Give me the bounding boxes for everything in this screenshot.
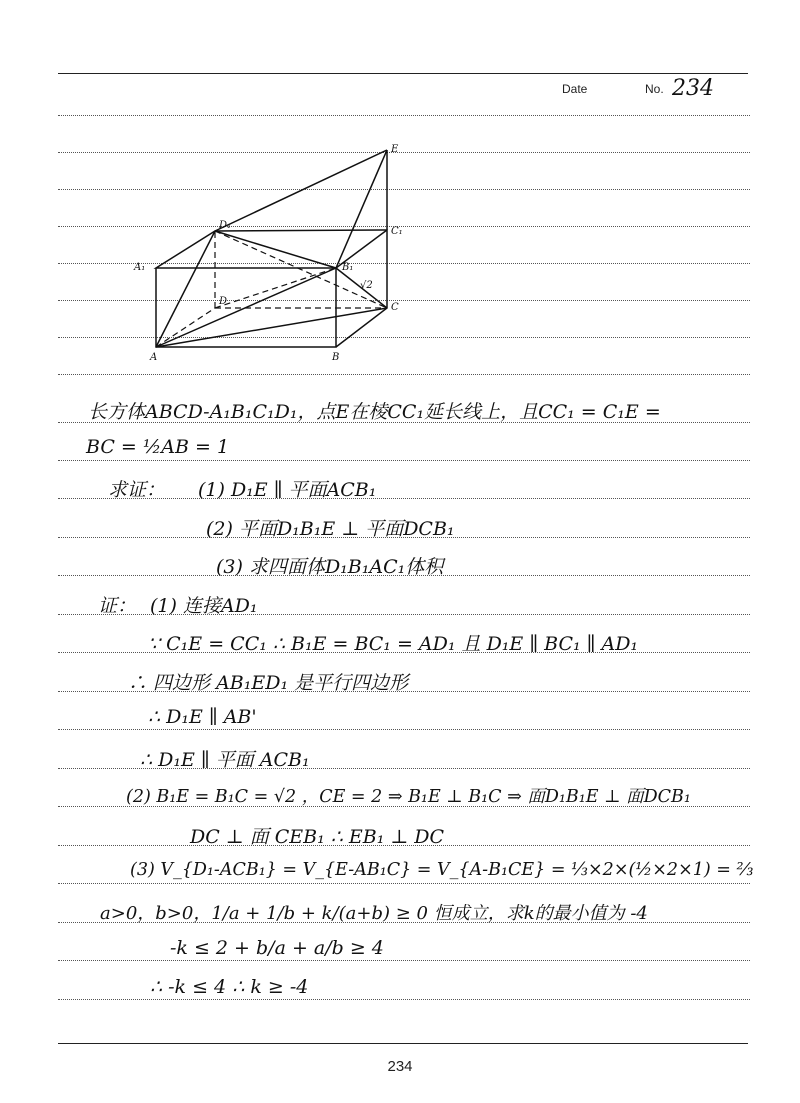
header-rule xyxy=(58,73,748,74)
ruled-line xyxy=(58,883,750,884)
proof2-line2: DC ⊥ 面 CEB₁ ∴ EB₁ ⊥ DC xyxy=(190,826,445,848)
proof1-title: (1) 连接AD₁ xyxy=(150,595,258,617)
date-label: Date xyxy=(562,82,588,96)
ruled-line xyxy=(58,115,750,116)
problem2-line1: a>0，b>0，1/a + 1/b + k/(a+b) ≥ 0 恒成立，求k的最小值为 -4 xyxy=(100,903,648,924)
proof1-line4: ∴ D₁E ∥ 平面 ACB₁ xyxy=(140,749,310,771)
hidden-edge-a-d xyxy=(156,308,215,347)
vertex-label-c: C xyxy=(391,302,399,313)
edge-a-c xyxy=(156,308,387,347)
hidden-edge-d-b1 xyxy=(215,268,336,308)
proof1-line3: ∴ D₁E ∥ AB' xyxy=(148,706,257,728)
problem1-line2: BC = ½AB = 1 xyxy=(86,436,230,458)
prove-label: 求证： xyxy=(108,479,166,501)
ruled-line xyxy=(58,460,750,461)
problem1-line1: 长方体ABCD-A₁B₁C₁D₁，点E在棱CC₁延长线上，且CC₁ = C₁E = xyxy=(88,401,661,423)
problem1-q2: (2) 平面D₁B₁E ⊥ 平面DCB₁ xyxy=(206,518,455,540)
proof1-line2: ∴ 四边形 AB₁ED₁ 是平行四边形 xyxy=(128,672,409,694)
edge-b1-e xyxy=(336,150,387,268)
handwritten-page-number: 234 xyxy=(672,76,714,101)
hidden-edge-d1-c xyxy=(215,231,387,308)
ruled-line xyxy=(58,374,750,375)
proof2-line1: (2) B₁E = B₁C = √2 ，CE = 2 ⇒ B₁E ⊥ B₁C ⇒ 面D₁B₁E ⊥ 面DCB₁ xyxy=(126,787,691,807)
proof3-line: (3) V_{D₁-ACB₁} = V_{E-AB₁C} = V_{A-B₁CE} = ⅓×2×(½×2×1) = ⅔ xyxy=(130,860,754,880)
proof1-line1: ∵ C₁E = CC₁ ∴ B₁E = BC₁ = AD₁ 且 D₁E ∥ BC₁ ∥ AD₁ xyxy=(148,633,639,655)
ruled-line xyxy=(58,999,750,1000)
page-number: 234 xyxy=(387,1058,413,1075)
vertex-label-d: D xyxy=(219,296,228,307)
vertex-label-b: B xyxy=(332,352,340,363)
vertex-label-a1: A₁ xyxy=(134,262,146,273)
vertex-label-a: A xyxy=(150,352,158,363)
problem1-q1: (1) D₁E ∥ 平面ACB₁ xyxy=(198,479,377,501)
vertex-label-d1: D₁ xyxy=(219,220,232,231)
ruled-line xyxy=(58,729,750,730)
vertex-label-e: E xyxy=(391,144,399,155)
edge-d1-e xyxy=(215,150,387,231)
proof-label: 证： xyxy=(98,595,137,617)
edge-label-sqrt2: √2 xyxy=(360,280,373,291)
edge-a-d1 xyxy=(156,231,215,347)
ruled-line xyxy=(58,960,750,961)
problem1-q3: (3) 求四面体D₁B₁AC₁体积 xyxy=(216,556,444,578)
problem2-line2: -k ≤ 2 + b/a + a/b ≥ 4 xyxy=(170,937,384,959)
footer-rule xyxy=(58,1043,748,1044)
edge-d1-b1 xyxy=(215,231,336,268)
cuboid-figure xyxy=(120,138,420,363)
no-label: No. xyxy=(645,82,664,96)
vertex-label-c1: C₁ xyxy=(391,226,403,237)
vertex-label-b1: B₁ xyxy=(342,262,354,273)
problem2-line3: ∴ -k ≤ 4 ∴ k ≥ -4 xyxy=(150,976,309,998)
